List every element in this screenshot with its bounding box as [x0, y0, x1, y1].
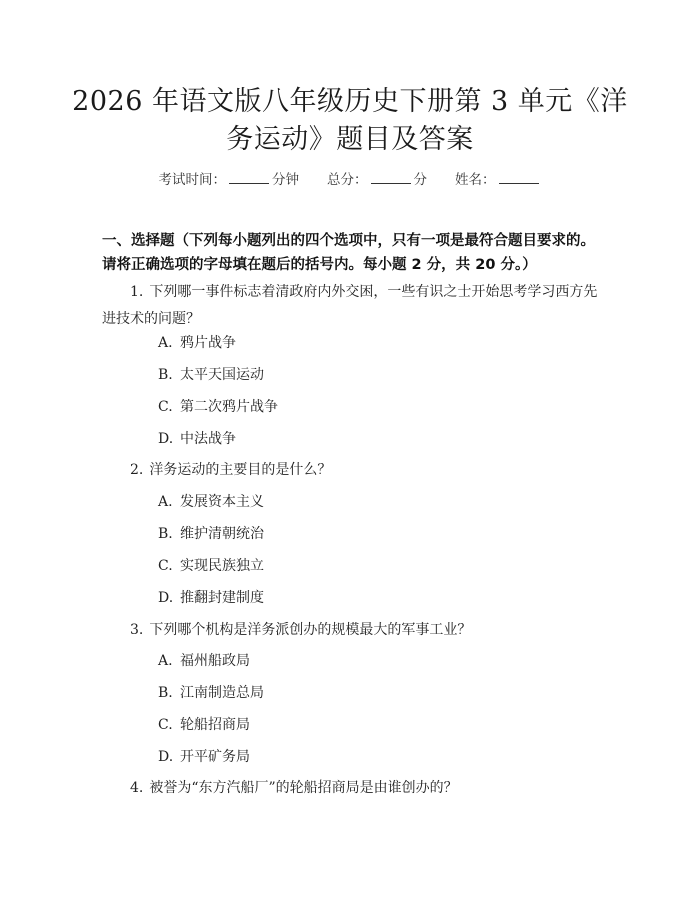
page-title-line-1: 2026 年语文版八年级历史下册第 3 单元《洋	[72, 86, 628, 117]
q3-option-c[interactable]	[158, 715, 250, 735]
question-text: 洋务运动的主要目的是什么？	[149, 462, 332, 478]
time-blank[interactable]	[229, 171, 269, 184]
time-label: 考试时间：	[158, 172, 226, 188]
question-text: 被誉为“东方汽船厂”的轮船招商局是由谁创办的？	[149, 780, 458, 796]
question-number: 3.	[130, 622, 144, 638]
q1-option-a[interactable]	[158, 333, 236, 353]
option-letter: C.	[158, 717, 173, 733]
score-unit: 分	[413, 172, 427, 188]
option-text: 开平矿务局	[180, 749, 250, 765]
q1-option-b[interactable]	[158, 365, 264, 385]
question-1	[102, 279, 598, 333]
option-text: 推翻封建制度	[180, 590, 264, 606]
q1-option-c[interactable]	[158, 397, 278, 417]
option-text: 实现民族独立	[180, 558, 264, 574]
option-letter: B.	[158, 685, 173, 701]
page-title-line-2: 务运动》题目及答案	[226, 124, 474, 155]
q2-option-a[interactable]	[158, 492, 264, 512]
option-text: 鸦片战争	[180, 335, 236, 351]
q2-option-c[interactable]	[158, 556, 264, 576]
option-text: 太平天国运动	[180, 367, 264, 383]
score-label: 总分：	[327, 172, 368, 188]
option-text: 维护清朝统治	[180, 526, 264, 542]
option-letter: A.	[158, 494, 173, 510]
question-4	[102, 775, 598, 802]
option-letter: D.	[158, 590, 174, 606]
option-letter: D.	[158, 431, 174, 447]
question-number: 4.	[130, 780, 144, 796]
option-text: 发展资本主义	[180, 494, 264, 510]
option-letter: B.	[158, 367, 173, 383]
option-text: 第二次鸦片战争	[180, 399, 278, 415]
section-heading-multiple-choice: 一、选择题（下列每小题列出的四个选项中，只有一项是最符合题目要求的。请将正确选项的字母填在题后的括号内。每小题 2 分，共 20 分。）	[102, 233, 595, 273]
q3-option-d[interactable]	[158, 747, 250, 767]
name-label: 姓名：	[455, 172, 496, 188]
q3-option-b[interactable]	[158, 683, 264, 703]
option-text: 中法战争	[180, 431, 236, 447]
question-number: 2.	[130, 462, 144, 478]
option-letter: A.	[158, 335, 173, 351]
question-2	[102, 457, 598, 484]
time-unit: 分钟	[272, 172, 299, 188]
q2-option-b[interactable]	[158, 524, 264, 544]
question-3	[102, 617, 598, 644]
question-text: 下列哪一事件标志着清政府内外交困，一些有识之士开始思考学习西方先进技术的问题？	[102, 284, 598, 327]
option-letter: C.	[158, 399, 173, 415]
option-letter: A.	[158, 653, 173, 669]
q2-option-d[interactable]	[158, 588, 264, 608]
q3-option-a[interactable]	[158, 651, 250, 671]
option-letter: B.	[158, 526, 173, 542]
score-blank[interactable]	[371, 171, 411, 184]
exam-info-line	[0, 170, 700, 190]
q1-option-d[interactable]	[158, 429, 236, 449]
question-text: 下列哪个机构是洋务派创办的规模最大的军事工业？	[149, 622, 472, 638]
name-blank[interactable]	[499, 171, 539, 184]
option-letter: C.	[158, 558, 173, 574]
option-text: 福州船政局	[180, 653, 250, 669]
question-number: 1.	[130, 284, 144, 300]
option-letter: D.	[158, 749, 174, 765]
option-text: 江南制造总局	[180, 685, 264, 701]
option-text: 轮船招商局	[180, 717, 250, 733]
